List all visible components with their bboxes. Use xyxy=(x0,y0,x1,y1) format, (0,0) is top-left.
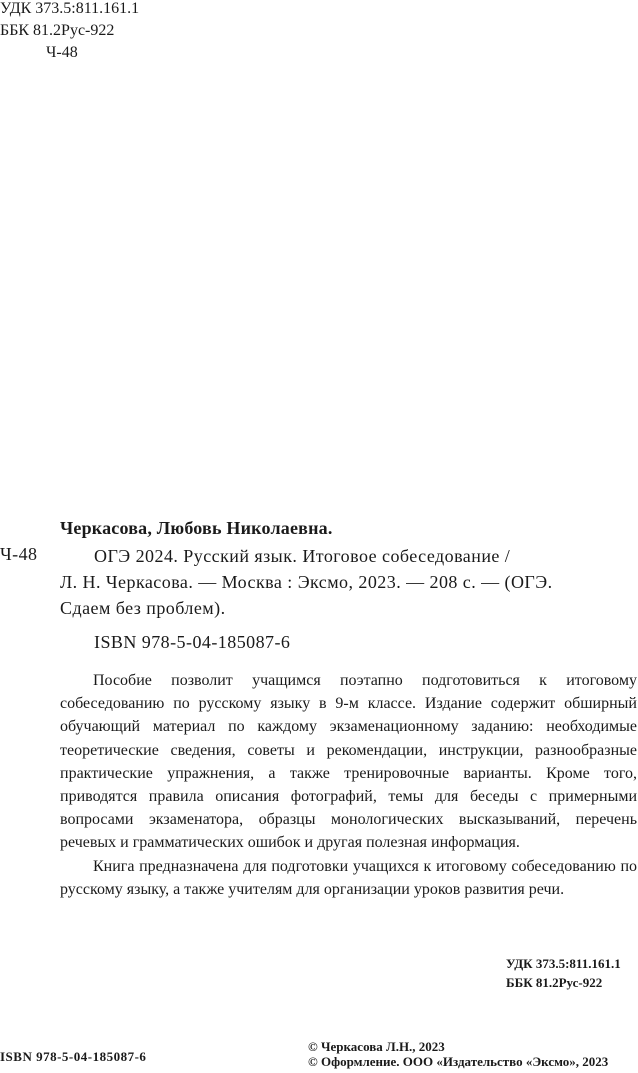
annotation xyxy=(60,669,637,901)
bbk-top: ББК 81.2Рус-922 xyxy=(0,22,115,39)
cutter-top: Ч-48 xyxy=(46,44,78,61)
annotation-paragraph-2: Книга предназначена для подготовки учащихся к итоговому собеседованию по русскому языку, а также учителям для организации уроков развития речи. xyxy=(60,857,637,898)
udk-top: УДК 373.5:811.161.1 xyxy=(0,0,140,17)
copyright-design: © Оформление. ООО «Издательство «Эксмо», 2023 xyxy=(308,1054,609,1069)
title-line-3: Сдаем без проблем). xyxy=(60,598,226,618)
copyright-author: © Черкасова Л.Н., 2023 xyxy=(308,1039,445,1054)
isbn-footer: ISBN 978-5-04-185087-6 xyxy=(0,1049,147,1064)
annotation-paragraph-1: Пособие позволит учащимся поэтапно подготовиться к итоговому собеседованию по русскому языку в 9-м классе. Издание содержит обширный обучающий материал по каждому экзаменационному заданию: необходимые теоретические сведения, советы и рекомендации, инструкции, разнообразные практические упражнения, а также тренировочные варианты. Кроме того, приводятся правила описания фотографий, темы для беседы с примерными вопросами экзаменатора, образцы монологических высказываний, перечень речевых и грамматических ошибок и другая полезная информация. xyxy=(60,672,637,852)
udk-bottom: УДК 373.5:811.161.1 xyxy=(506,956,621,971)
title-line-2: Л. Н. Черкасова. — Москва : Эксмо, 2023. — 208 с. — (ОГЭ. xyxy=(60,572,553,592)
author-heading: Черкасова, Любовь Николаевна. xyxy=(60,518,333,538)
bbk-bottom: ББК 81.2Рус-922 xyxy=(506,975,603,990)
isbn-record: ISBN 978-5-04-185087-6 xyxy=(94,632,291,652)
cutter-side: Ч-48 xyxy=(0,544,38,564)
title-line-1: ОГЭ 2024. Русский язык. Итоговое собеседование / xyxy=(94,546,511,566)
